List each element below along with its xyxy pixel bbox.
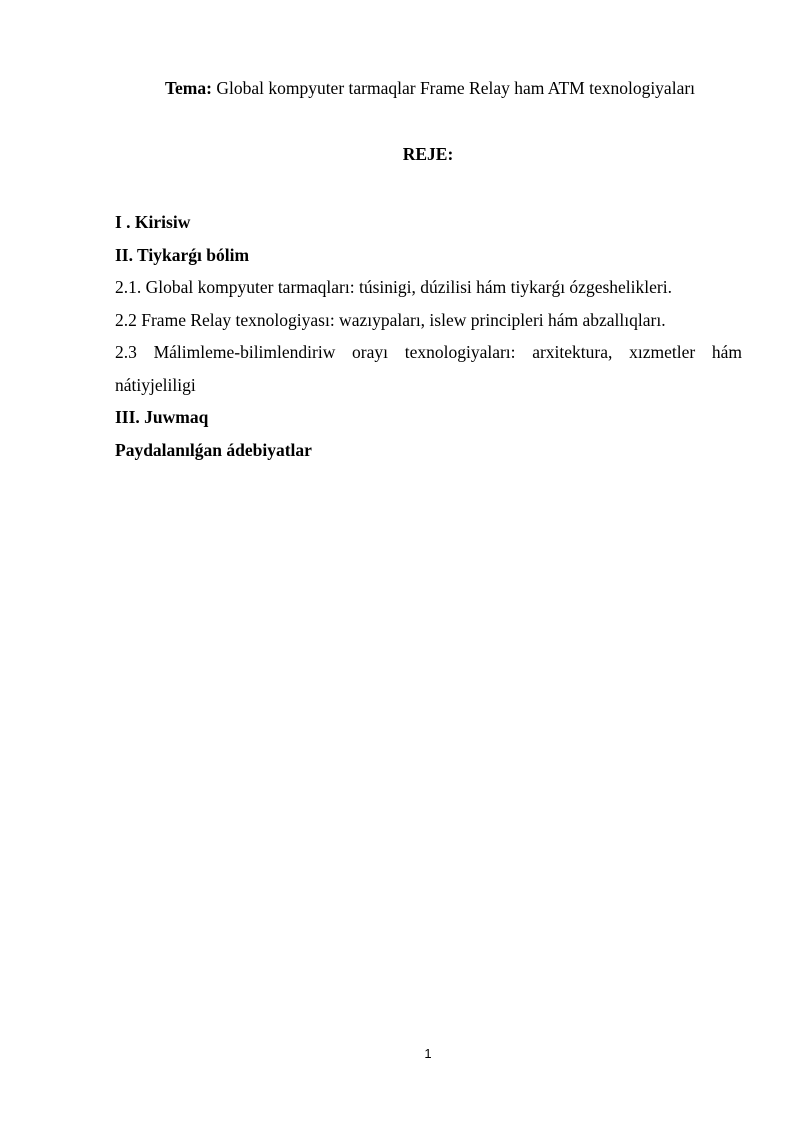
table-of-contents	[115, 206, 742, 466]
toc-item-section-2-2: 2.2 Frame Relay texnologiyası: wazıypaları, islew principleri hám abzallıqları.	[115, 309, 666, 330]
topic-text: Global kompyuter tarmaqlar Frame Relay ham ATM texnologiyaları	[211, 78, 696, 98]
topic-label: Tema:	[164, 78, 212, 98]
toc-item-main-part: II. Tiykarǵı bólim	[115, 244, 250, 265]
toc-item-references: Paydalanılǵan ádebiyatlar	[115, 439, 312, 460]
page-number: 1	[424, 1046, 432, 1061]
toc-item-section-2-3-line2: nátiyjeliligi	[115, 374, 196, 395]
toc-item-intro: I . Kirisiw	[115, 212, 191, 232]
topic-line	[60, 76, 800, 100]
toc-item-conclusion: III. Juwmaq	[115, 407, 209, 427]
plan-heading: REJE:	[402, 144, 454, 164]
toc-item-section-2-3-line1: 2.3 Málimleme-bilimlendiriw orayı texnologiyaları: arxitektura, xızmetler hám	[115, 342, 742, 362]
toc-item-section-2-3	[115, 336, 742, 401]
toc-item-section-2-1: 2.1. Global kompyuter tarmaqları: túsinigi, dúzilisi hám tiykarǵı ózgeshelikleri.	[115, 277, 672, 297]
